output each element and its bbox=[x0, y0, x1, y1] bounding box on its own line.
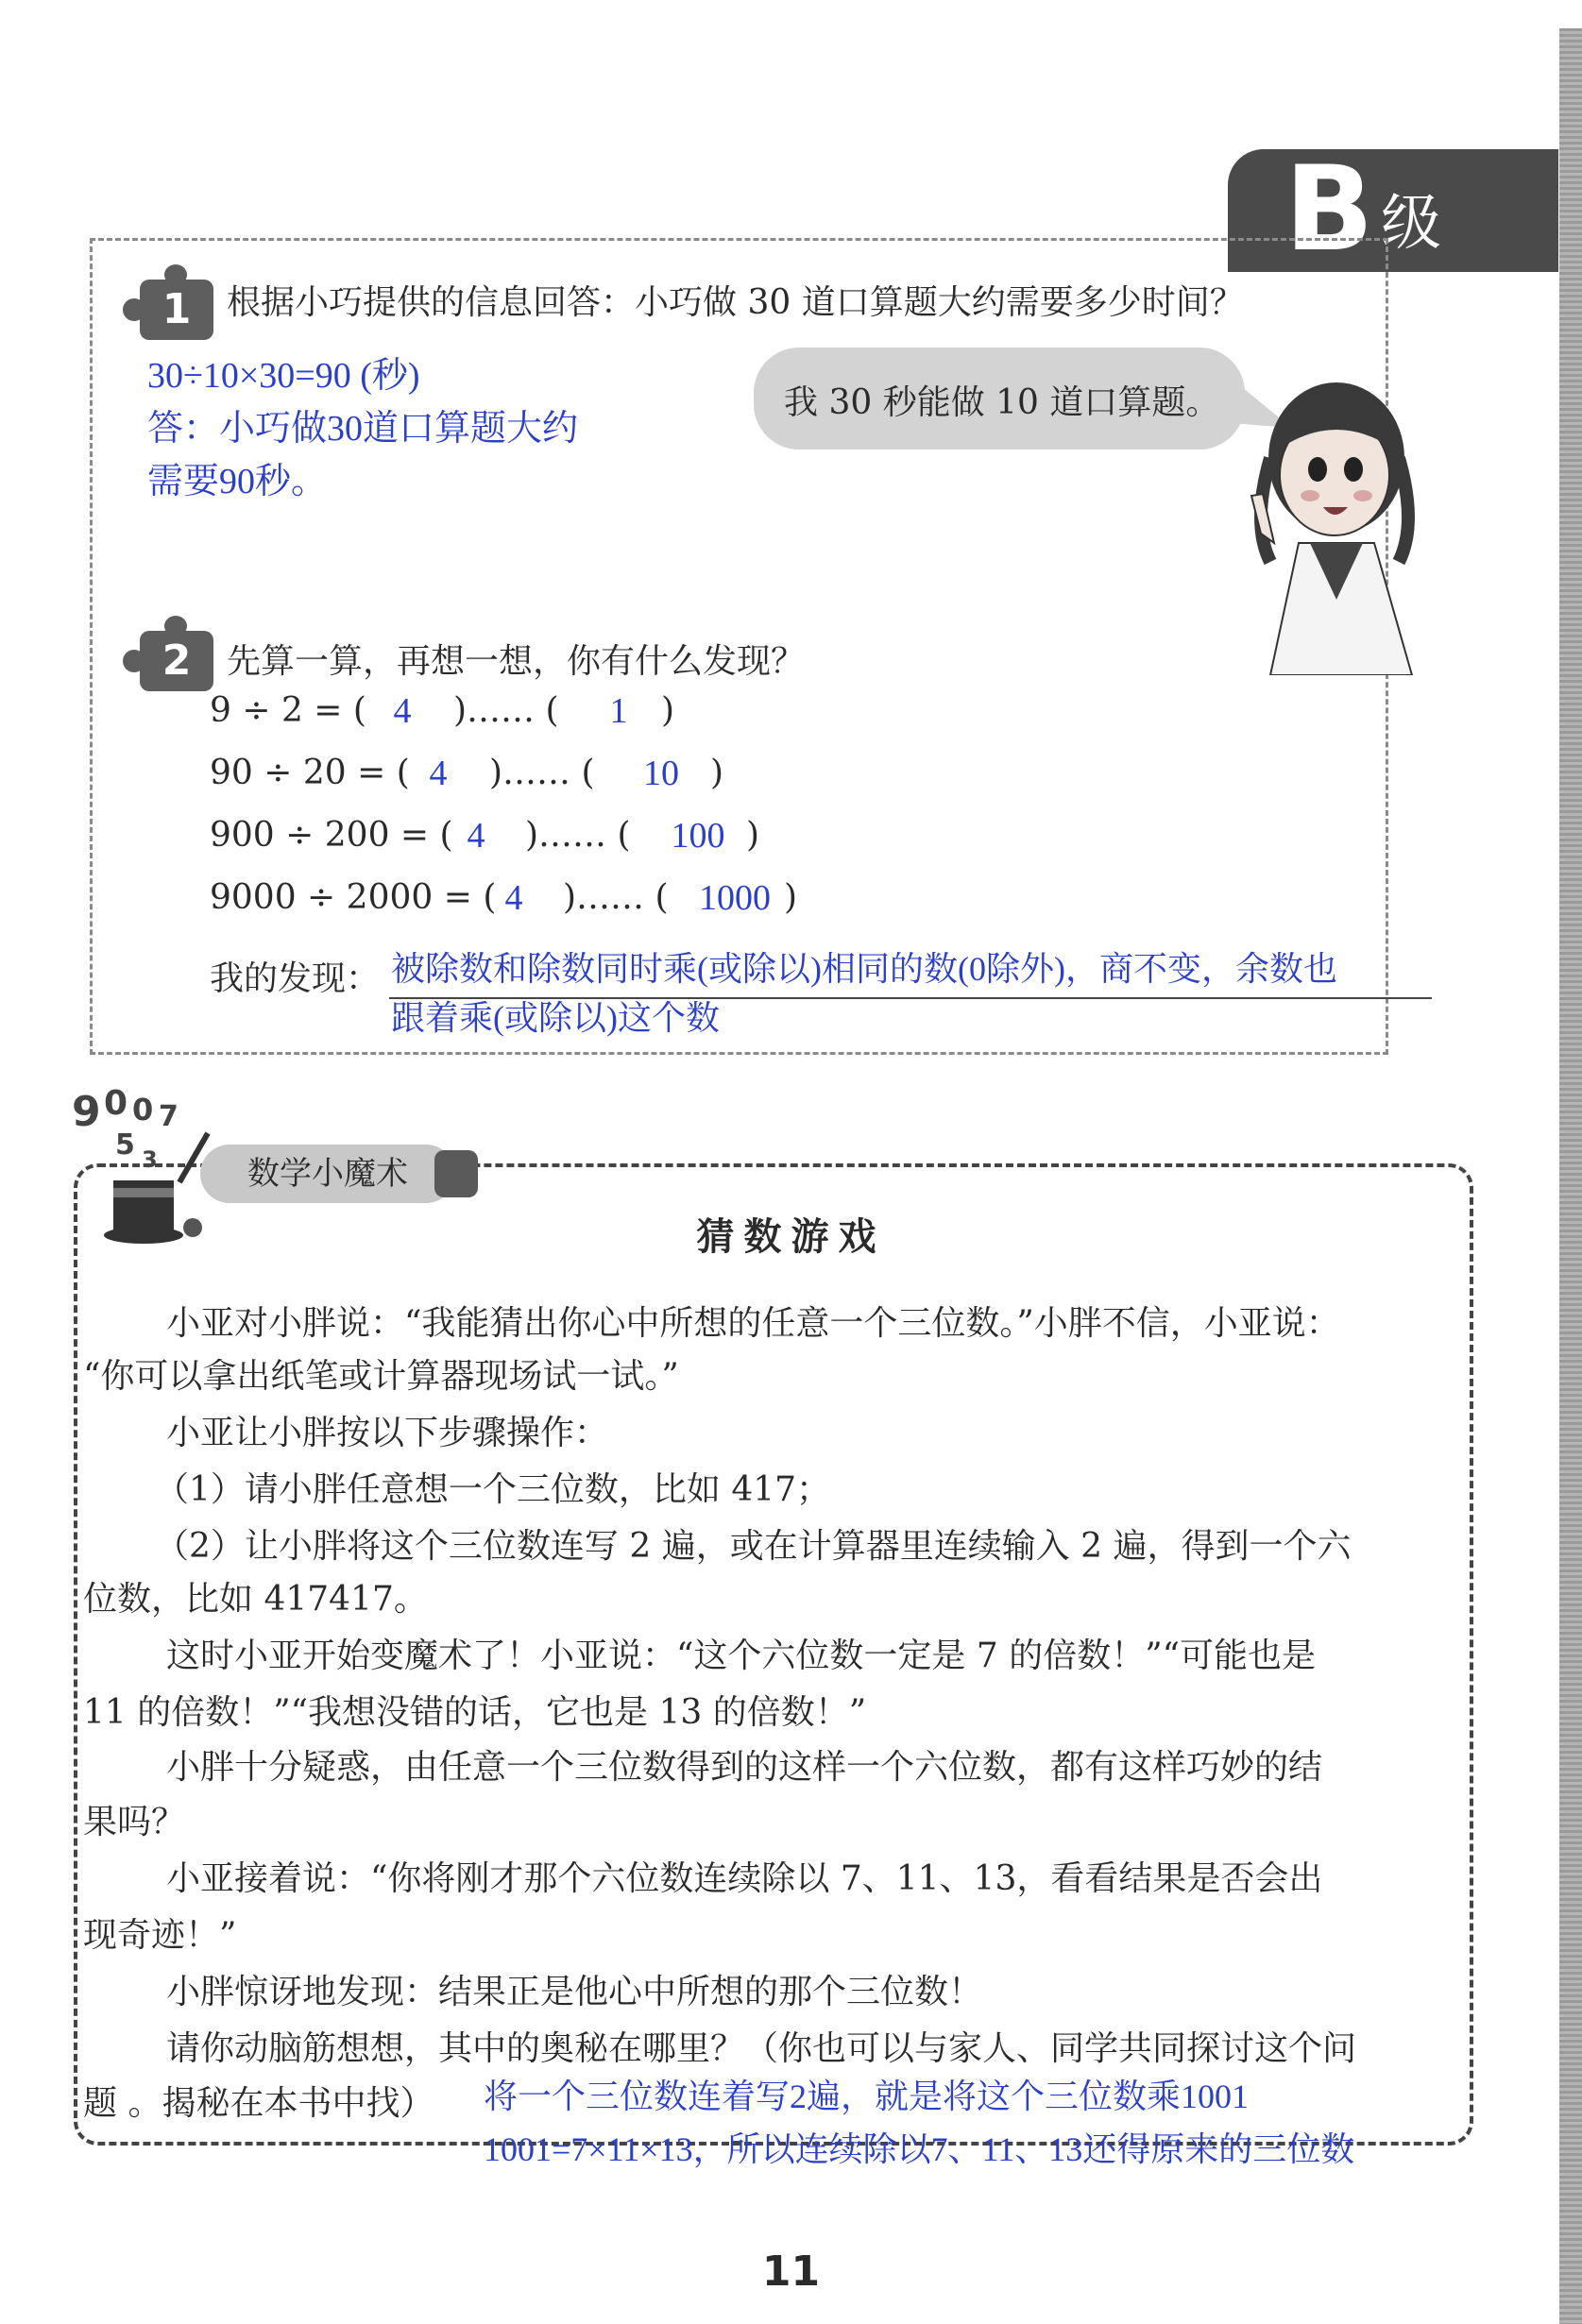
level-suffix: 级 bbox=[1381, 189, 1441, 259]
q2-row2-remainder: 10 bbox=[643, 754, 679, 793]
q2-row3-end: ) bbox=[746, 816, 760, 855]
q2-row4-quotient: 4 bbox=[504, 878, 523, 918]
magic-paragraph-5: 小胖十分疑惑，由任意一个三位数得到的这样一个六位数，都有这样巧妙的结 bbox=[166, 1748, 1323, 1787]
finding-line1: 被除数和除数同时乘(或除以)相同的数(0除外)，商不变，余数也 bbox=[391, 950, 1337, 988]
q2-row1-remainder: 1 bbox=[609, 691, 628, 731]
q2-row2-expression: 90 ÷ 20 = ( bbox=[210, 754, 410, 792]
svg-text:5: 5 bbox=[115, 1128, 135, 1162]
level-letter: B bbox=[1284, 142, 1374, 278]
q2-row4-end: ) bbox=[784, 878, 798, 917]
q2-row1-expression: 9 ÷ 2 = ( bbox=[210, 691, 366, 730]
q2-row2-middle: )…… ( bbox=[489, 754, 595, 792]
svg-text:0: 0 bbox=[132, 1092, 154, 1128]
q1-answer-line3: 需要90秒。 bbox=[147, 462, 328, 501]
magic-paragraph-3: 小亚让小胖按以下步骤操作： bbox=[166, 1414, 609, 1452]
magic-paragraph-6-continued: 现奇迹！” bbox=[83, 1916, 237, 1955]
question-2-badge-icon: 2 bbox=[140, 631, 213, 691]
q2-row4-expression: 9000 ÷ 2000 = ( bbox=[210, 878, 497, 917]
svg-text:7: 7 bbox=[159, 1100, 179, 1133]
svg-text:3: 3 bbox=[142, 1146, 158, 1173]
puzzle-piece-icon bbox=[434, 1150, 478, 1197]
magic-paragraph-2: “你可以拿出纸笔或计算器现场试一试。” bbox=[83, 1357, 679, 1396]
magic-paragraph-6: 小亚接着说：“你将刚才那个六位数连续除以 7、11、13，看看结果是否会出 bbox=[166, 1859, 1323, 1898]
svg-text:0: 0 bbox=[104, 1084, 128, 1123]
q2-row2-end: ) bbox=[710, 754, 724, 792]
magic-step-2: （2）让小胖将这个三位数连写 2 遍，或在计算器里连续输入 2 遍，得到一个六 bbox=[155, 1527, 1352, 1566]
q2-row3-middle: )…… ( bbox=[525, 816, 631, 855]
question-1-badge-icon: 1 bbox=[140, 280, 213, 340]
page-edge-strip bbox=[1559, 28, 1582, 2324]
girl-illustration bbox=[1233, 354, 1421, 675]
question-2-text: 先算一算，再想一想，你有什么发现？ bbox=[227, 642, 806, 681]
q2-row2-quotient: 4 bbox=[429, 754, 448, 793]
question-1-text: 根据小巧提供的信息回答：小巧做 30 道口算题大约需要多少时间？ bbox=[227, 283, 1244, 322]
finding-label: 我的发现： bbox=[210, 959, 381, 998]
page-number: 11 bbox=[761, 2248, 821, 2296]
magic-paragraph-8: 请你动脑筋想想，其中的奥秘在哪里？（你也可以与家人、同学共同探讨这个问 bbox=[166, 2029, 1357, 2068]
q2-row1-middle: )…… ( bbox=[453, 691, 559, 730]
q2-row4-remainder: 1000 bbox=[699, 878, 771, 918]
magic-step-2-continued: 位数，比如 417417。 bbox=[83, 1580, 428, 1619]
magic-step-1: （1）请小胖任意想一个三位数，比如 417； bbox=[155, 1470, 831, 1509]
magic-section-banner: 数学小魔术 bbox=[200, 1145, 455, 1203]
magic-answer-line2: 1001=7×11×13，所以连续除以7、11、13还得原来的三位数 bbox=[484, 2130, 1355, 2168]
magic-paragraph-1: 小亚对小胖说：“我能猜出你心中所想的任意一个三位数。”小胖不信，小亚说： bbox=[166, 1304, 1340, 1343]
q2-row3-expression: 900 ÷ 200 = ( bbox=[210, 816, 453, 855]
svg-text:9: 9 bbox=[72, 1088, 101, 1136]
q2-row4-middle: )…… ( bbox=[563, 878, 669, 917]
q2-row1-end: ) bbox=[661, 691, 675, 730]
magic-paragraph-4: 这时小亚开始变魔术了！小亚说：“这个六位数一定是 7 的倍数！”“可能也是 bbox=[166, 1637, 1317, 1675]
speech-bubble-text: 我 30 秒能做 10 道口算题。 bbox=[784, 383, 1220, 422]
magic-paragraph-5-continued: 果吗？ bbox=[83, 1803, 186, 1841]
q2-row3-quotient: 4 bbox=[467, 816, 485, 856]
magic-paragraph-8-continued: 题 。揭秘在本书中找） bbox=[83, 2084, 434, 2123]
q1-answer-line2: 答：小巧做30道口算题大约 bbox=[147, 409, 579, 449]
magic-paragraph-4-continued: 11 的倍数！”“我想没错的话，它也是 13 的倍数！” bbox=[83, 1693, 867, 1732]
magic-title: 猜数游戏 bbox=[696, 1214, 886, 1259]
q2-row3-remainder: 100 bbox=[671, 816, 725, 856]
q1-answer-line1: 30÷10×30=90 (秒) bbox=[147, 356, 420, 396]
finding-line2: 跟着乘(或除以)这个数 bbox=[391, 999, 720, 1037]
magic-answer-line1: 将一个三位数连着写2遍，就是将这个三位数乘1001 bbox=[484, 2078, 1250, 2115]
q2-row1-quotient: 4 bbox=[393, 691, 412, 731]
magic-paragraph-7: 小胖惊讶地发现：结果正是他心中所想的那个三位数！ bbox=[166, 1973, 983, 2011]
